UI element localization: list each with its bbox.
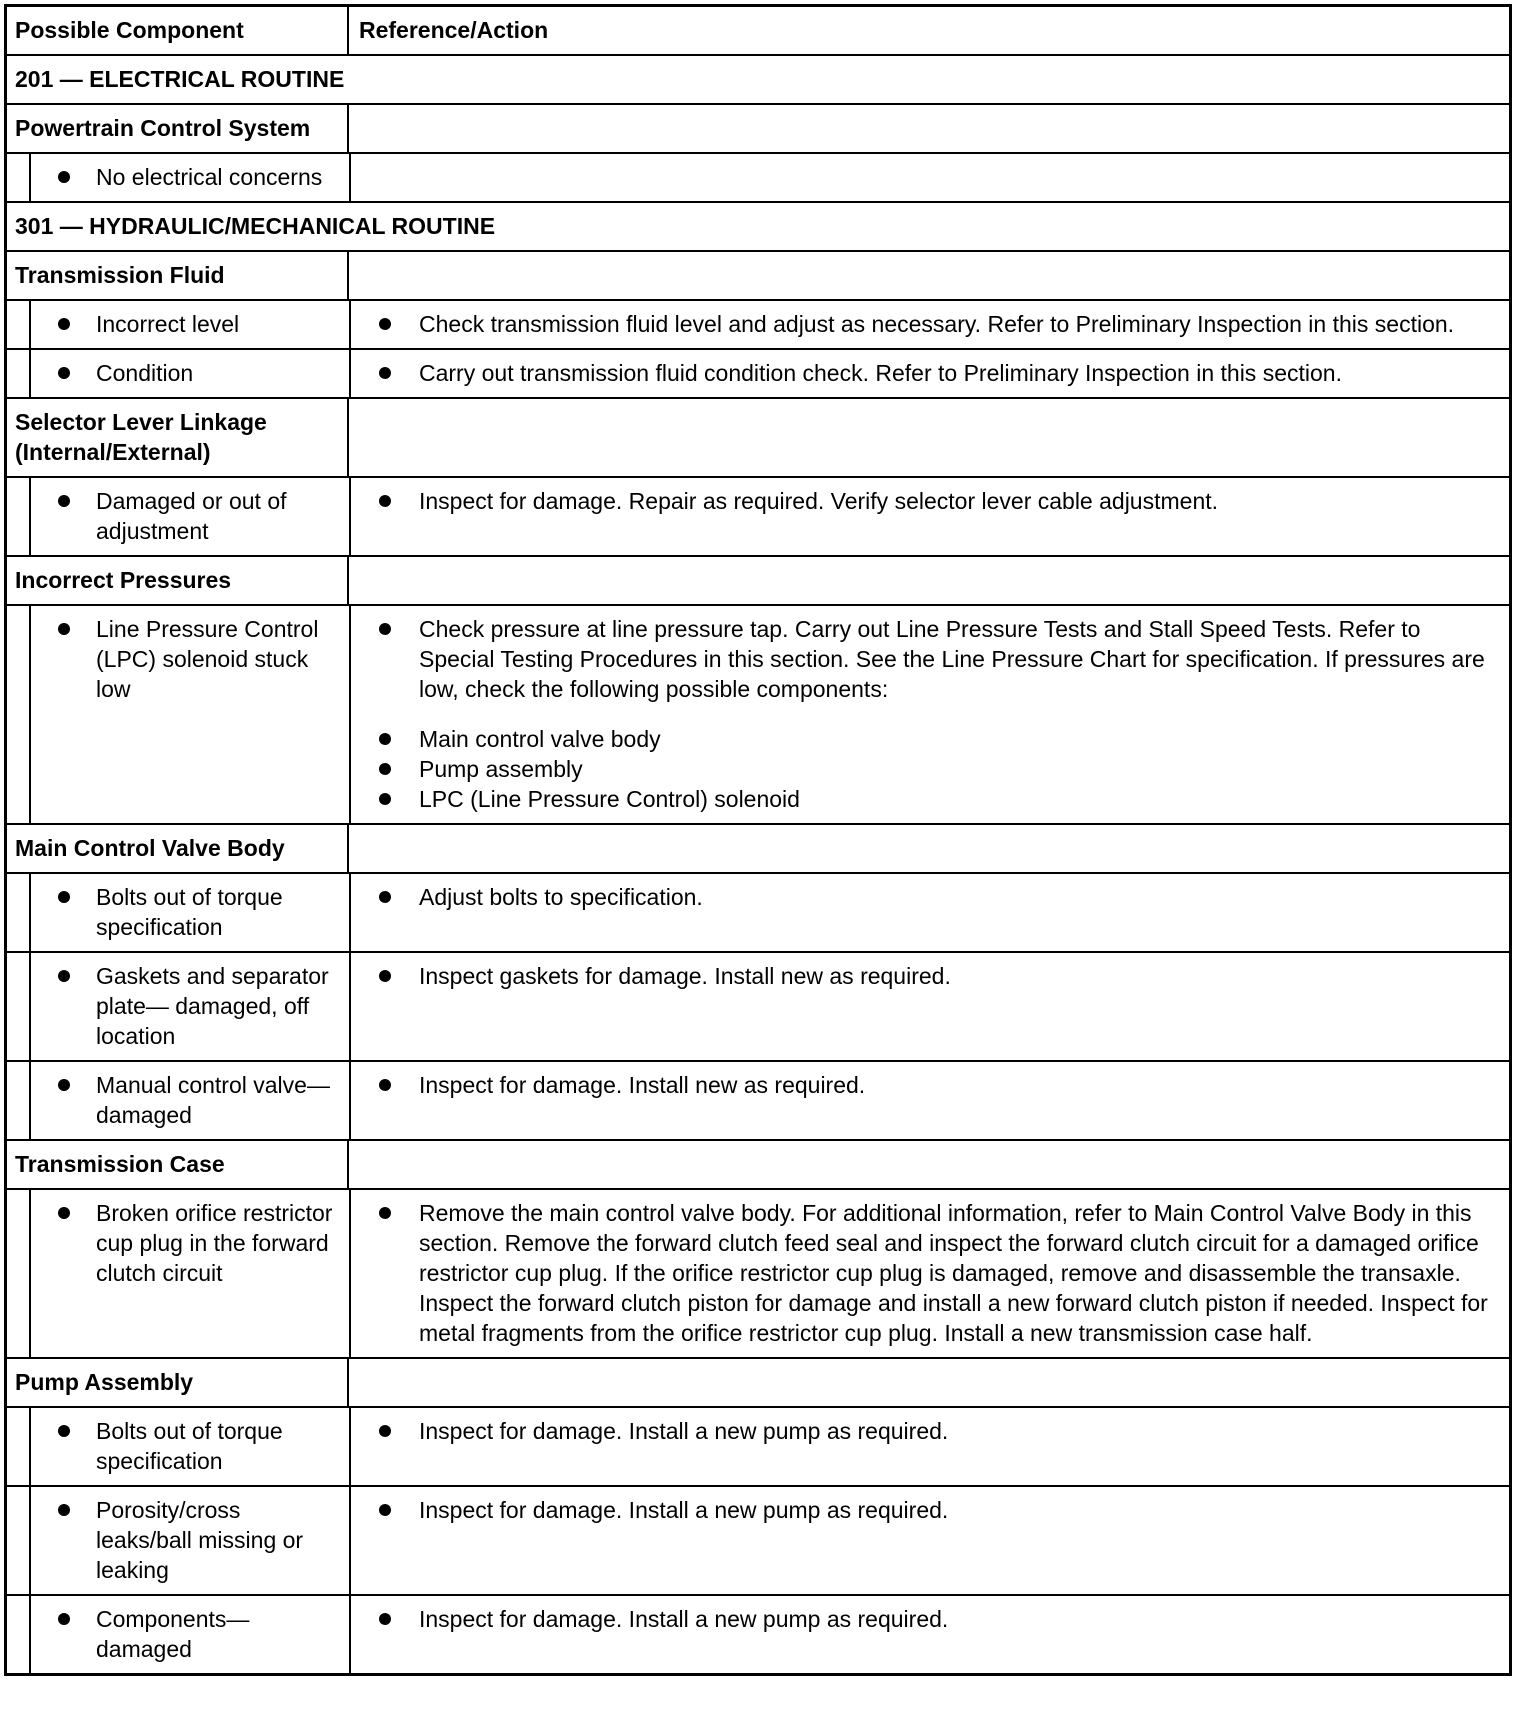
bullet-icon [351,1604,419,1664]
bullet-icon [351,784,419,814]
condition-cell: Line Pressure Control (LPC) solenoid stuck low [31,606,351,823]
sub-item: LPC (Line Pressure Control) solenoid [419,786,800,812]
bullet-icon [31,309,96,339]
bullet-icon [351,961,419,1051]
bullet-icon [31,961,96,1051]
bullet-icon [351,1416,419,1476]
condition-cell: Components— damaged [31,1596,351,1673]
bullet-icon [31,1070,96,1130]
action-cell: Inspect for damage. Install a new pump as required. [351,1487,1509,1594]
section-row [7,54,1509,103]
group-title: Pump Assembly [7,1359,349,1406]
condition-cell: No electrical concerns [31,154,351,201]
action-cell: Inspect for damage. Repair as required. Verify selector lever cable adjustment. [351,478,1509,555]
action-cell: Inspect for damage. Install a new pump as required. [351,1596,1509,1673]
action-cell: Check pressure at line pressure tap. Carry out Line Pressure Tests and Stall Speed Tests. Refer to Special Testing Procedures in this section. See the Line Pressure Chart for specification. If pressures are low, check the following possible components: Main control valve body Pump assembly LPC (Line Pressure Control) solenoid [351,606,1509,823]
table-row [7,1406,1509,1485]
condition-cell: Incorrect level [31,301,351,348]
section-row [7,201,1509,250]
bullet-icon [31,882,96,942]
bullet-icon [351,309,419,339]
table-row [7,872,1509,951]
table-row [7,951,1509,1060]
bullet-icon [351,1198,419,1348]
action-cell: Inspect for damage. Install new as required. [351,1062,1509,1139]
condition-cell: Porosity/cross leaks/ball missing or leaking [31,1487,351,1594]
table-row [7,299,1509,348]
bullet-icon [31,614,96,814]
condition-cell: Broken orifice restrictor cup plug in the forward clutch circuit [31,1190,351,1357]
group-row [7,397,1509,476]
condition-cell: Damaged or out of adjustment [31,478,351,555]
bullet-icon [351,358,419,388]
bullet-icon [31,1198,96,1348]
group-title: Incorrect Pressures [7,557,349,604]
group-row [7,1139,1509,1188]
table-row [7,1188,1509,1357]
section-title-301: 301 — HYDRAULIC/MECHANICAL ROUTINE [15,213,496,239]
bullet-icon [31,1495,96,1585]
sub-item: Pump assembly [419,756,583,782]
action-cell: Inspect for damage. Install a new pump as required. [351,1408,1509,1485]
table-row [7,348,1509,397]
bullet-icon [351,882,419,942]
column-header-component: Possible Component [7,7,349,54]
group-row [7,823,1509,872]
table-row [7,152,1509,201]
column-header-action: Reference/Action [359,17,549,43]
bullet-icon [351,1070,419,1130]
condition-cell: Bolts out of torque specification [31,874,351,951]
table-row [7,1060,1509,1139]
group-row [7,555,1509,604]
bullet-icon [31,162,96,192]
action-cell: Check transmission fluid level and adjust as necessary. Refer to Preliminary Inspection in this section. [351,301,1509,348]
bullet-icon [31,1604,96,1664]
table-row [7,1485,1509,1594]
bullet-icon [31,1416,96,1476]
section-title-201: 201 — ELECTRICAL ROUTINE [15,66,345,92]
bullet-icon [351,754,419,784]
table-header-row [7,7,1509,54]
diagnostic-table [4,4,1512,1676]
condition-cell: Manual control valve— damaged [31,1062,351,1139]
group-row [7,250,1509,299]
bullet-icon [351,1495,419,1585]
group-title: Transmission Case [7,1141,349,1188]
sub-item: Main control valve body [419,726,661,752]
bullet-icon [351,614,419,704]
action-cell: Inspect gaskets for damage. Install new as required. [351,953,1509,1060]
condition-cell: Gaskets and separator plate— damaged, off location [31,953,351,1060]
bullet-icon [31,358,96,388]
bullet-icon [351,486,419,546]
group-title: Main Control Valve Body [7,825,349,872]
condition-cell: Bolts out of torque specification [31,1408,351,1485]
action-cell: Carry out transmission fluid condition check. Refer to Preliminary Inspection in this section. [351,350,1509,397]
bullet-icon [351,724,419,754]
group-row [7,103,1509,152]
group-title: Powertrain Control System [7,105,349,152]
action-cell: Adjust bolts to specification. [351,874,1509,951]
action-cell: Remove the main control valve body. For additional information, refer to Main Control Valve Body in this section. Remove the forward clutch feed seal and inspect the forward clutch circuit for a damaged orifice restrictor cup plug. If the orifice restrictor cup plug is damaged, remove and disassemble the transaxle. Inspect the forward clutch piston for damage and install a new forward clutch piston if needed. Inspect for metal fragments from the orifice restrictor cup plug. Install a new transmission case half. [351,1190,1509,1357]
bullet-icon [31,486,96,546]
group-title: Selector Lever Linkage (Internal/External) [7,399,349,476]
table-row [7,476,1509,555]
table-row [7,604,1509,823]
table-row [7,1594,1509,1673]
group-title: Transmission Fluid [7,252,349,299]
condition-cell: Condition [31,350,351,397]
group-row [7,1357,1509,1406]
